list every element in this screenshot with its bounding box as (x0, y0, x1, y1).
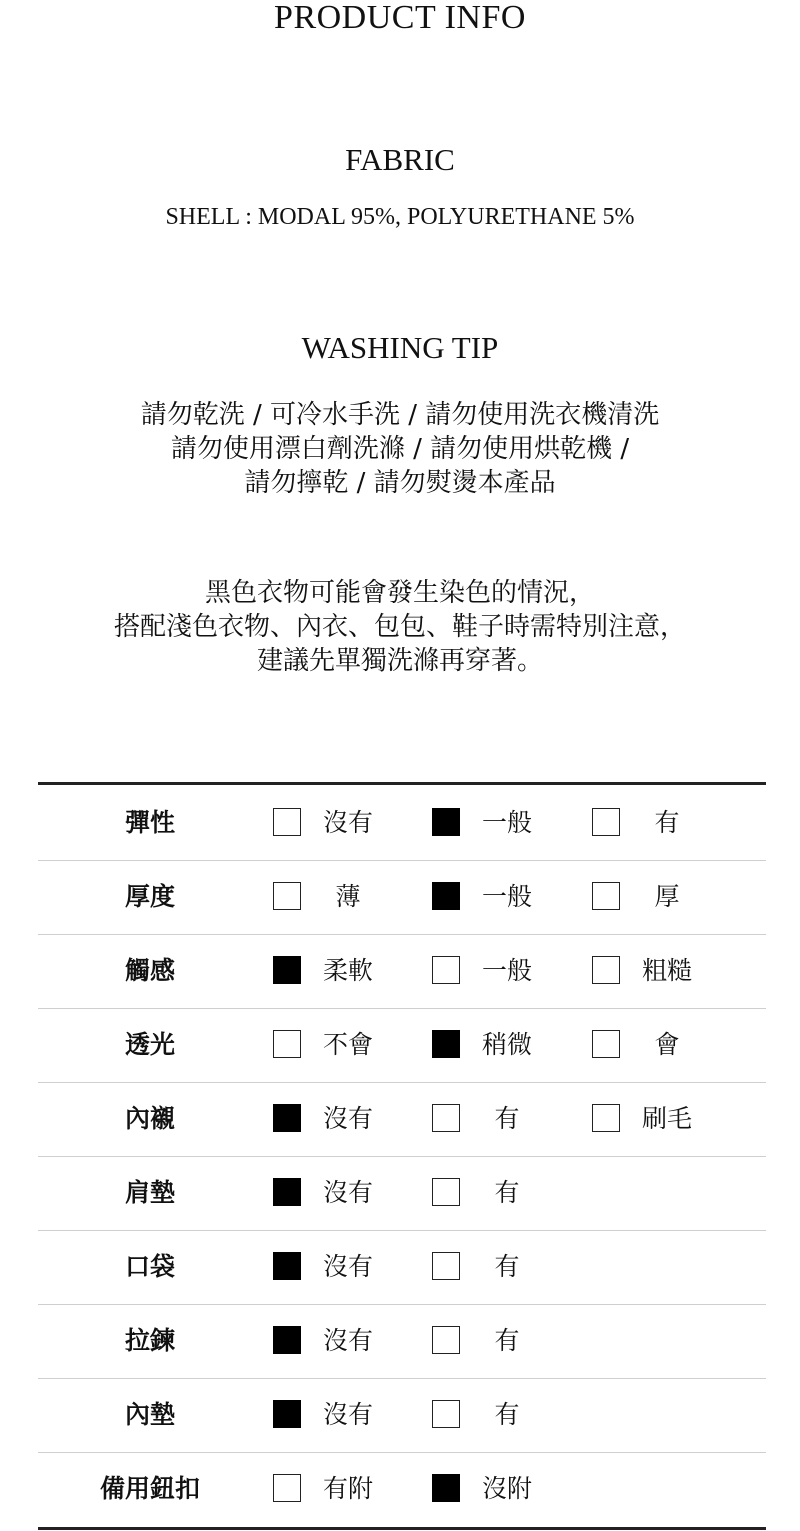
note-line: 黑色衣物可能會發生染色的情況， (204, 578, 595, 608)
attribute-row (38, 1008, 766, 1082)
attribute-label: 口袋 (124, 1252, 175, 1281)
checked-box-icon (273, 1326, 301, 1354)
unchecked-box-icon (592, 1104, 620, 1132)
unchecked-box-icon (592, 808, 620, 836)
fabric-composition: SHELL : MODAL 95%, POLYURETHANE 5% (165, 204, 635, 230)
attribute-label: 肩墊 (124, 1178, 175, 1207)
option-label: 沒有 (322, 1178, 373, 1207)
option-label: 沒有 (322, 1326, 373, 1355)
checked-box-icon (432, 1030, 460, 1058)
option-label: 稍微 (481, 1030, 532, 1059)
attribute-label: 透光 (124, 1030, 175, 1059)
attribute-label: 內墊 (124, 1400, 175, 1429)
unchecked-box-icon (432, 1252, 460, 1280)
option-label: 有 (654, 808, 680, 837)
option-label: 有 (494, 1400, 520, 1429)
attribute-label: 彈性 (124, 808, 175, 837)
unchecked-box-icon (432, 1104, 460, 1132)
checked-box-icon (273, 1252, 301, 1280)
washing-heading: WASHING TIP (301, 330, 499, 365)
option-label: 有 (494, 1104, 520, 1133)
note-line: 搭配淺色衣物、內衣、包包、鞋子時需特別注意， (113, 612, 686, 642)
unchecked-box-icon (273, 1474, 301, 1502)
note-line: 建議先單獨洗滌再穿著。 (256, 646, 543, 676)
unchecked-box-icon (592, 1030, 620, 1058)
attribute-label: 觸感 (124, 956, 175, 985)
color-care-note (0, 576, 800, 678)
attribute-label: 拉鍊 (124, 1326, 175, 1355)
attribute-table (38, 786, 766, 1526)
page-title: PRODUCT INFO (274, 0, 526, 36)
checked-box-icon (432, 882, 460, 910)
option-label: 薄 (335, 882, 361, 911)
unchecked-box-icon (432, 1178, 460, 1206)
attribute-row (38, 1156, 766, 1230)
checked-box-icon (273, 956, 301, 984)
unchecked-box-icon (592, 882, 620, 910)
unchecked-box-icon (432, 1400, 460, 1428)
fabric-heading: FABRIC (345, 142, 455, 177)
option-label: 刷毛 (641, 1104, 692, 1133)
option-label: 有 (494, 1178, 520, 1207)
unchecked-box-icon (592, 956, 620, 984)
unchecked-box-icon (273, 882, 301, 910)
attribute-row (38, 1304, 766, 1378)
attribute-row (38, 1082, 766, 1156)
option-label: 一般 (481, 956, 532, 985)
attribute-row (38, 860, 766, 934)
washing-instructions (0, 398, 800, 500)
unchecked-box-icon (273, 1030, 301, 1058)
attribute-row (38, 1378, 766, 1452)
option-label: 柔軟 (322, 956, 373, 985)
washing-line: 請勿使用漂白劑洗滌 / 請勿使用烘乾機 / (170, 434, 630, 464)
washing-line: 請勿乾洗 / 可冷水手洗 / 請勿使用洗衣機清洗 (140, 400, 660, 430)
unchecked-box-icon (432, 956, 460, 984)
option-label: 沒有 (322, 1400, 373, 1429)
attribute-label: 內襯 (124, 1104, 175, 1133)
attribute-label: 備用鈕扣 (99, 1474, 200, 1503)
option-label: 會 (654, 1030, 680, 1059)
option-label: 有 (494, 1326, 520, 1355)
checked-box-icon (432, 808, 460, 836)
attribute-row (38, 934, 766, 1008)
checked-box-icon (273, 1400, 301, 1428)
checked-box-icon (432, 1474, 460, 1502)
attribute-row (38, 1452, 766, 1526)
option-label: 有 (494, 1252, 520, 1281)
unchecked-box-icon (273, 808, 301, 836)
option-label: 厚 (654, 882, 680, 911)
attribute-row (38, 1230, 766, 1304)
option-label: 沒有 (322, 1252, 373, 1281)
option-label: 沒有 (322, 808, 373, 837)
option-label: 粗糙 (641, 956, 692, 985)
unchecked-box-icon (432, 1326, 460, 1354)
attribute-label: 厚度 (124, 882, 175, 911)
attribute-row (38, 786, 766, 860)
option-label: 沒附 (481, 1474, 532, 1503)
option-label: 有附 (322, 1474, 373, 1503)
washing-line: 請勿擰乾 / 請勿熨燙本產品 (244, 468, 556, 498)
option-label: 一般 (481, 808, 532, 837)
option-label: 不會 (322, 1030, 373, 1059)
checked-box-icon (273, 1178, 301, 1206)
table-bottom-border (38, 1527, 766, 1530)
checked-box-icon (273, 1104, 301, 1132)
table-top-border (38, 782, 766, 785)
option-label: 一般 (481, 882, 532, 911)
option-label: 沒有 (322, 1104, 373, 1133)
